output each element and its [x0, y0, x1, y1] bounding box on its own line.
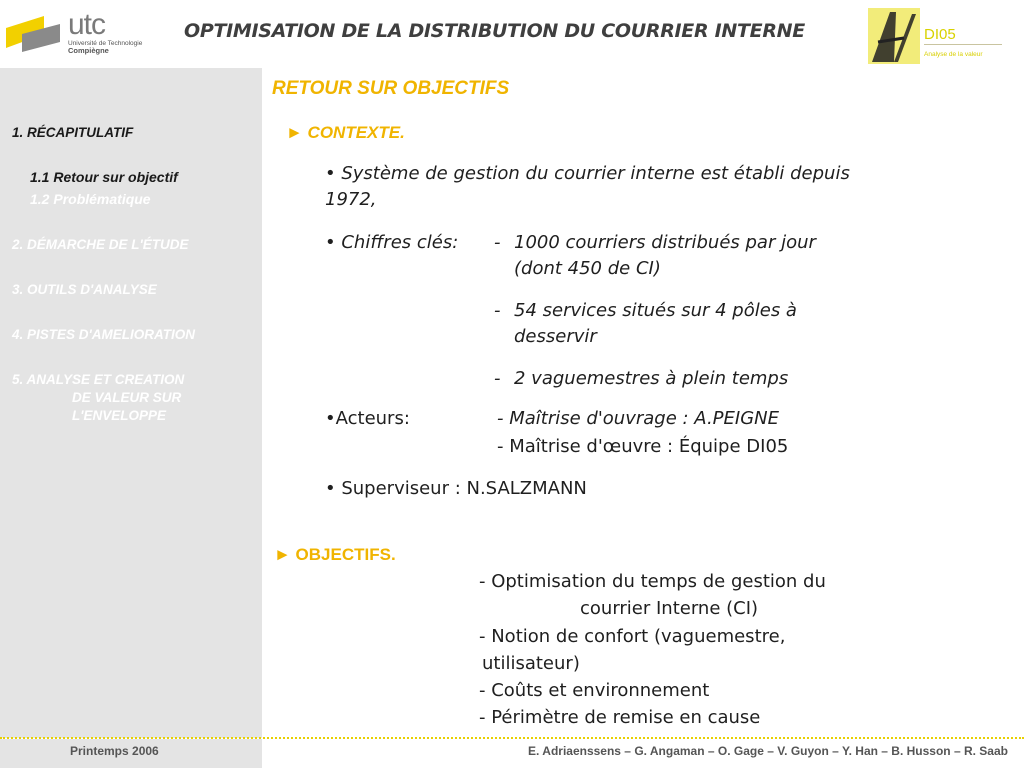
- content-title: RETOUR SUR OBJECTIFS: [272, 78, 510, 99]
- nav-item-outils[interactable]: 3. OUTILS D'ANALYSE: [12, 282, 157, 297]
- nav-item-recapitulatif[interactable]: 1. RÉCAPITULATIF: [12, 125, 134, 140]
- chiffre-3-line1: 2 vaguemestres à plein temps: [514, 368, 789, 389]
- superviseur: • Superviseur : N.SALZMANN: [325, 478, 587, 499]
- systeme-line1: • Système de gestion du courrier interne est établi depuis: [325, 163, 850, 184]
- di05-divider: [924, 44, 1002, 45]
- di05-logo: [868, 8, 1008, 64]
- objectif-line1: - Optimisation du temps de gestion du: [479, 571, 826, 592]
- footer-date: Printemps 2006: [70, 744, 159, 758]
- di05-logo-box: [868, 8, 920, 64]
- chiffres-label: • Chiffres clés:: [325, 232, 459, 253]
- chiffre-2-line1: 54 services situés sur 4 pôles à: [514, 300, 797, 321]
- chiffre-2-dash: -: [494, 300, 501, 321]
- di05-code: DI05: [924, 26, 956, 43]
- nav-item-retour-sur-objectif[interactable]: 1.1 Retour sur objectif: [30, 169, 178, 185]
- objectif-line4: utilisateur): [482, 653, 580, 674]
- slide-header-title: OPTIMISATION DE LA DISTRIBUTION DU COURRIER INTERNE: [184, 20, 805, 42]
- acteurs-label: •Acteurs:: [325, 408, 410, 429]
- nav-item-analyse[interactable]: 5. ANALYSE ET CREATION: [12, 372, 185, 387]
- utc-logo: [4, 6, 144, 60]
- di05-subtitle: Analyse de la valeur: [924, 51, 983, 58]
- nav-item-analyse-line2[interactable]: DE VALEUR SUR: [72, 390, 182, 405]
- av-logo-icon: [868, 8, 920, 64]
- utc-subtitle: Université de Technologie Compiègne: [68, 40, 143, 55]
- slide-header: [0, 0, 1024, 68]
- objectif-line5: - Coûts et environnement: [479, 680, 710, 701]
- utc-logo-icon: [4, 14, 62, 54]
- chiffre-1-line1: 1000 courriers distribués par jour: [514, 232, 816, 253]
- contexte-heading: ► CONTEXTE.: [286, 123, 405, 142]
- objectif-line6: - Périmètre de remise en cause: [479, 707, 761, 728]
- objectif-line3: - Notion de confort (vaguemestre,: [479, 626, 786, 647]
- chiffre-1-dash: -: [494, 232, 501, 253]
- utc-wordmark: utc: [68, 8, 106, 41]
- objectif-line2: courrier Interne (CI): [580, 598, 759, 619]
- chiffre-1-line2: (dont 450 de CI): [514, 258, 661, 279]
- footer-authors: E. Adriaenssens – G. Angaman – O. Gage – V. Guyon – Y. Han – B. Husson – R. Saab: [528, 744, 1008, 758]
- objectifs-heading: ► OBJECTIFS.: [274, 545, 396, 564]
- nav-item-pistes[interactable]: 4. PISTES D'AMELIORATION: [12, 327, 195, 342]
- acteur-ouvrage: - Maîtrise d'ouvrage : A.PEIGNE: [497, 408, 779, 429]
- chiffre-3-dash: -: [494, 368, 501, 389]
- nav-item-analyse-line3[interactable]: L'ENVELOPPE: [72, 408, 166, 423]
- nav-item-problematique[interactable]: 1.2 Problématique: [30, 191, 151, 207]
- systeme-line2: 1972,: [325, 189, 377, 210]
- acteur-oeuvre: - Maîtrise d'œuvre : Équipe DI05: [497, 436, 789, 457]
- nav-item-demarche[interactable]: 2. DÉMARCHE DE L'ÉTUDE: [12, 237, 189, 252]
- chiffre-2-line2: desservir: [514, 326, 597, 347]
